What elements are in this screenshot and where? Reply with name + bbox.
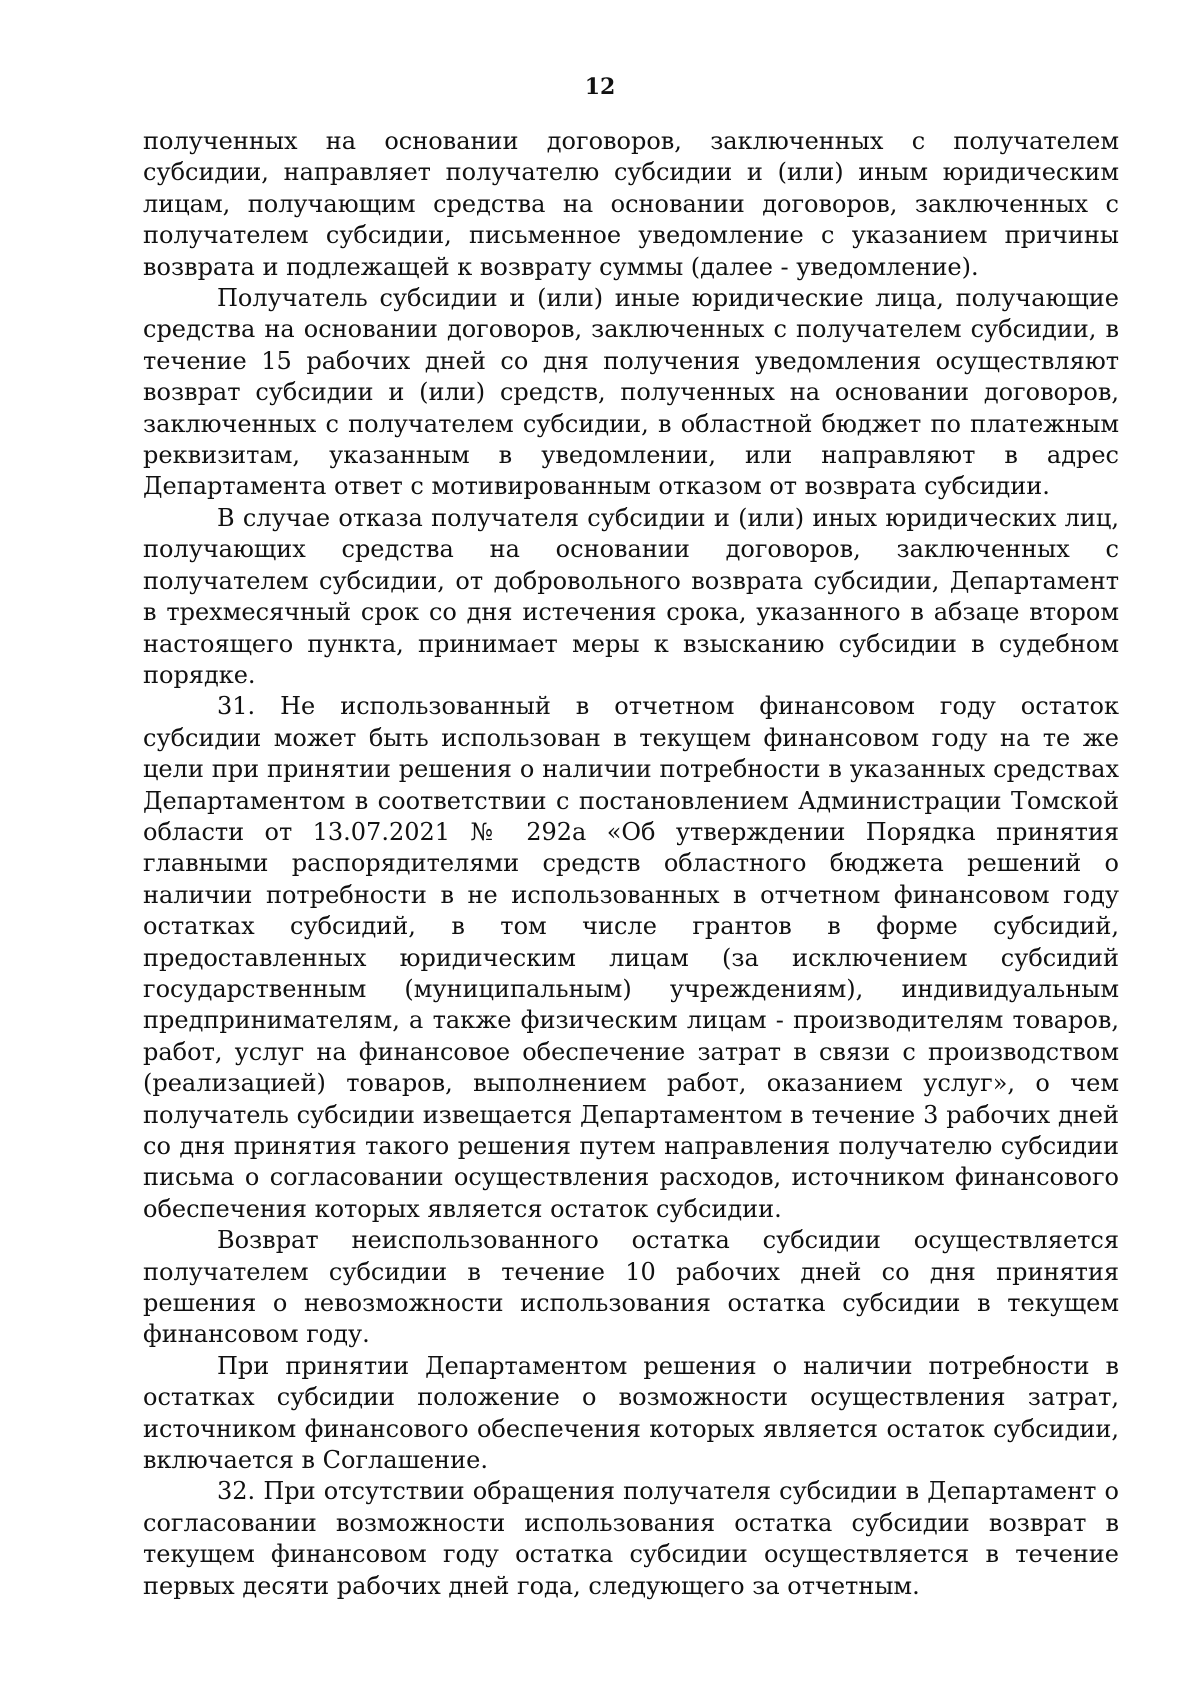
paragraph-agreement-provision: При принятии Департаментом решения о наличии потребности в остатках субсидии положение о возможности осуществления затрат, источником финансового обеспечения которых является остаток субсидии, включается в Соглашение. xyxy=(143,1351,1119,1475)
paragraph-clause-32: 32. При отсутствии обращения получателя субсидии в Департамент о согласовании возможности использования остатка субсидии возврат в текущем финансовом году остатка субсидии осуществляется в течение первых десяти рабочих дней года, следующего за отчетным. xyxy=(143,1477,1119,1600)
paragraph-unused-balance-refund: Возврат неиспользованного остатка субсидии осуществляется получателем субсидии в течение 10 рабочих дней со дня принятия решения о невозможности использования остатка субсидии в текущем финансовом году. xyxy=(143,1226,1119,1349)
paragraph-refund-by-recipient: Получатель субсидии и (или) иные юридические лица, получающие средства на основании договоров, заключенных с получателем субсидии, в течение 15 рабочих дней со дня получения уведомления осуществляют возврат субсидии и (или) средств, полученных на основании договоров, заключенных с получателем субсидии, в областной бюджет по платежным реквизитам, указанным в уведомлении, или направляют в адрес Департамента ответ с мотивированным отказом от возврата субсидии. xyxy=(143,284,1119,501)
paragraph-refusal-recovery: В случае отказа получателя субсидии и (или) иных юридических лиц, получающих средства на основании договоров, заключенных с получателем субсидии, от добровольного возврата субсидии, Департамент в трехмесячный срок со дня истечения срока, указанного в абзаце втором настоящего пункта, принимает меры к взысканию субсидии в судебном порядке. xyxy=(143,503,1119,689)
paragraph-continuation: полученных на основании договоров, заключенных с получателем субсидии, направляет получателю субсидии и (или) иным юридическим лицам, получающим средства на основании договоров, заключенных с получателем субсидии, письменное уведомление с указанием причины возврата и подлежащей к возврату суммы (далее - уведомление). xyxy=(143,127,1119,281)
page-number: 12 xyxy=(584,74,616,100)
paragraph-clause-31: 31. Не использованный в отчетном финансовом году остаток субсидии может быть использован в текущем финансовом году на те же цели при принятии решения о наличии потребности в указанных средствах Департаментом в соответствии с постановлением Администрации Томской области от 13.07.2021 № 292а «Об утверждении Порядка принятия главными распорядителями средств областного бюджета решений о наличии потребности в не использованных в отчетном финансовом году остатках субсидий, в том числе грантов в форме субсидий, предоставленных юридическим лицам (за исключением субсидий государственным (муниципальным) учреждениям), индивидуальным предпринимателям, а также физическим лицам - производителям товаров, работ, услуг на финансовое обеспечение затрат в связи с производством (реализацией) товаров, выполнением работ, оказанием услуг», о чем получатель субсидии извещается Департаментом в течение 3 рабочих дней со дня принятия такого решения путем направления получателю субсидии письма о согласовании осуществления расходов, источником финансового обеспечения которых является остаток субсидии. xyxy=(143,692,1119,1223)
document-body xyxy=(143,126,1119,1602)
